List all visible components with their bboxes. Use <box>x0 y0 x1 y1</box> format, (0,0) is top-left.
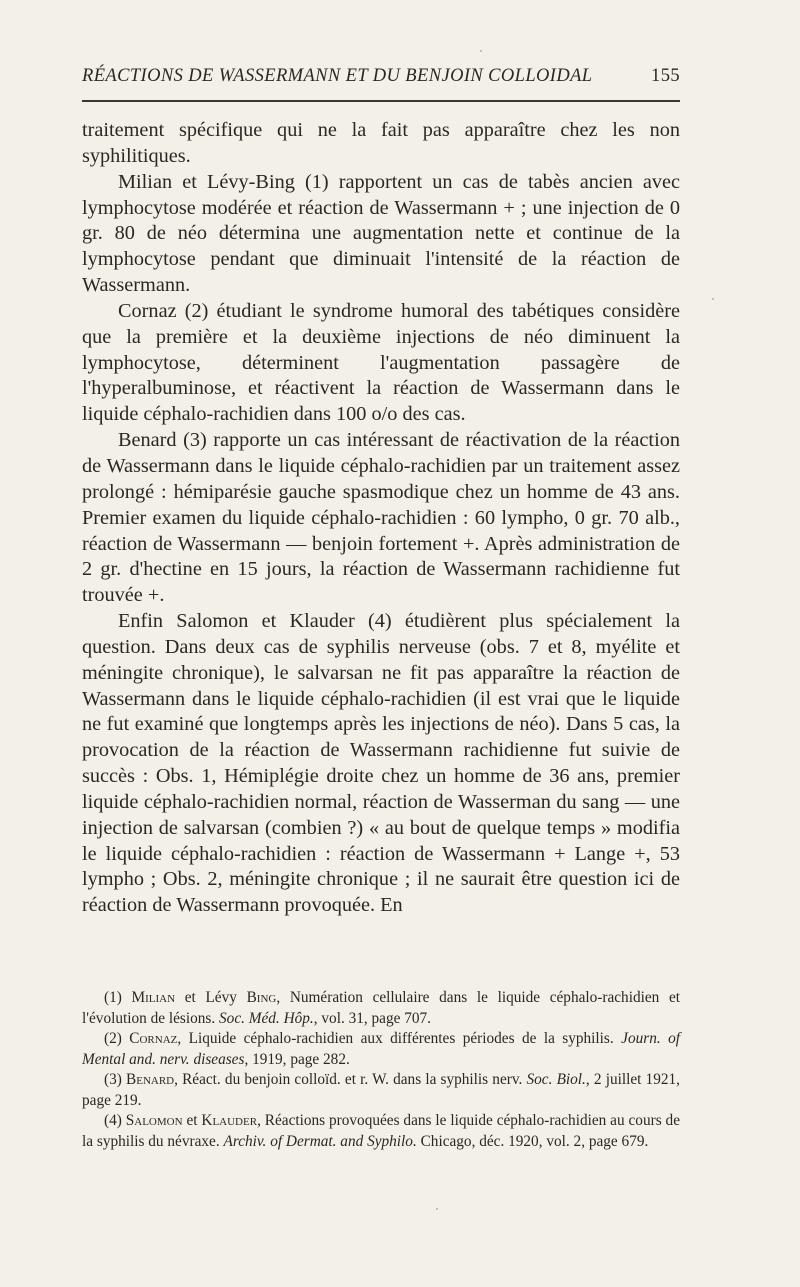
footnote-text: , 2 juillet 1921, page 219. <box>82 1071 680 1109</box>
paragraph-salomon: Enfin Salomon et Klauder (4) étudièrent plus spécialement la question. Dans deux cas de syphilis nerveuse (obs. 7 et 8, myélite et méningite chronique), le salvarsan ne fit pas apparaître la réaction de Wassermann dans le liquide céphalo-rachidien (il est vrai que le liquide ne fut examiné que longtemps après les injections de néo). Dans 5 cas, la provocation de la réaction de Wassermann rachidienne fut suivie de succès : Obs. 1, Hémiplégie droite chez un homme de 36 ans, premier liquide céphalo-rachidien normal, réaction de Wasserman du sang — une injection de salvarsan (combien ?) « au bout de quelque temps » modifia le liquide céphalo-rachidien : réaction de Wassermann + Lange +, 53 lympho ; Obs. 2, méningite chronique ; il ne saurait être question ici de réaction de Wassermann provoquée. En <box>82 610 680 917</box>
page-number: 155 <box>651 66 680 86</box>
footnote-1 <box>82 988 680 1029</box>
footnote-marker: (1) <box>104 989 122 1006</box>
footnote-joiner: et Lévy <box>175 989 247 1006</box>
footnote-author: Klauder <box>201 1112 258 1129</box>
footnote-text: , Numération cellulaire dans le liquide céphalo-rachidien et l'évolution de lésions. <box>82 989 681 1027</box>
footnote-author: Benard <box>126 1071 175 1088</box>
paper-speck <box>436 1208 438 1210</box>
paragraph-cornaz: Cornaz (2) étudiant le syndrome humoral des tabétiques considère que la première et la deuxième injections de néo diminuent la lymphocytose, déterminent l'augmentation passagère de l'hyperalbuminose, et réactivent la réaction de Wassermann dans le liquide céphalo-rachidien dans 100 o/o des cas. <box>82 299 680 426</box>
footnote-author: Milian <box>131 989 176 1006</box>
footnote-text: , 1919, page 282. <box>244 1050 350 1068</box>
footnote-2 <box>82 1029 680 1070</box>
paragraph-milian: Milian et Lévy-Bing (1) rapportent un cas de tabès ancien avec lymphocytose modérée et réaction de Wassermann + ; une injection de 0 gr. 80 de néo détermina une augmentation nette et continue de la lymphocytose pendant que diminuait l'intensité de la réaction de Wassermann. <box>82 170 680 297</box>
footnote-author: Bing <box>246 989 277 1006</box>
footnotes <box>82 988 680 1152</box>
running-head <box>82 66 680 87</box>
paragraph-continued: traitement spécifique qui ne la fait pas apparaître chez les non syphilitiques. <box>82 119 680 167</box>
footnote-author: Cornaz <box>129 1030 178 1047</box>
footnote-journal: Journ. of Mental and. nerv. diseases <box>82 1030 680 1068</box>
body-text <box>82 118 680 919</box>
footnote-text: Chicago, déc. 1920, vol. 2, page 679. <box>416 1132 649 1150</box>
paper-speck <box>480 50 482 52</box>
footnote-text: , Réactions provoquées dans le liquide céphalo-rachidien au cours de la syphilis du névraxe. <box>82 1112 680 1150</box>
footnote-text: , Réact. du benjoin colloïd. et r. W. dans la syphilis nerv. <box>174 1071 527 1088</box>
paper-speck <box>712 298 714 300</box>
footnote-text: , vol. 31, page 707. <box>313 1009 432 1027</box>
footnote-marker: (4) <box>104 1112 122 1129</box>
footnote-marker: (3) <box>104 1071 122 1088</box>
footnote-author: Salomon <box>125 1112 183 1129</box>
footnote-text: , Liquide céphalo-rachidien aux différentes périodes de la syphilis. <box>177 1030 622 1047</box>
footnote-4 <box>82 1111 680 1152</box>
footnote-marker: (2) <box>104 1030 122 1047</box>
footnote-journal: Archiv. of Dermat. and Syphilo. <box>223 1132 417 1150</box>
footnote-journal: Soc. Biol. <box>526 1071 586 1088</box>
footnote-3 <box>82 1070 680 1111</box>
paragraph-benard: Benard (3) rapporte un cas intéressant de réactivation de la réaction de Wassermann dans le liquide céphalo-rachidien par un traitement assez prolongé : hémiparésie gauche spasmodique chez un homme de 43 ans. Premier examen du liquide céphalo-rachidien : 60 lympho, 0 gr. 70 alb., réaction de Wassermann — benjoin fortement +. Après administration de 2 gr. d'hectine en 15 jours, la réaction de Wassermann rachidienne fut trouvée +. <box>82 429 680 607</box>
footnote-joiner: et <box>182 1112 202 1129</box>
footnote-journal: Soc. Méd. Hôp. <box>219 1009 314 1027</box>
header-rule <box>82 100 680 102</box>
running-title: RÉACTIONS DE WASSERMANN ET DU BENJOIN COLLOIDAL <box>82 66 593 86</box>
